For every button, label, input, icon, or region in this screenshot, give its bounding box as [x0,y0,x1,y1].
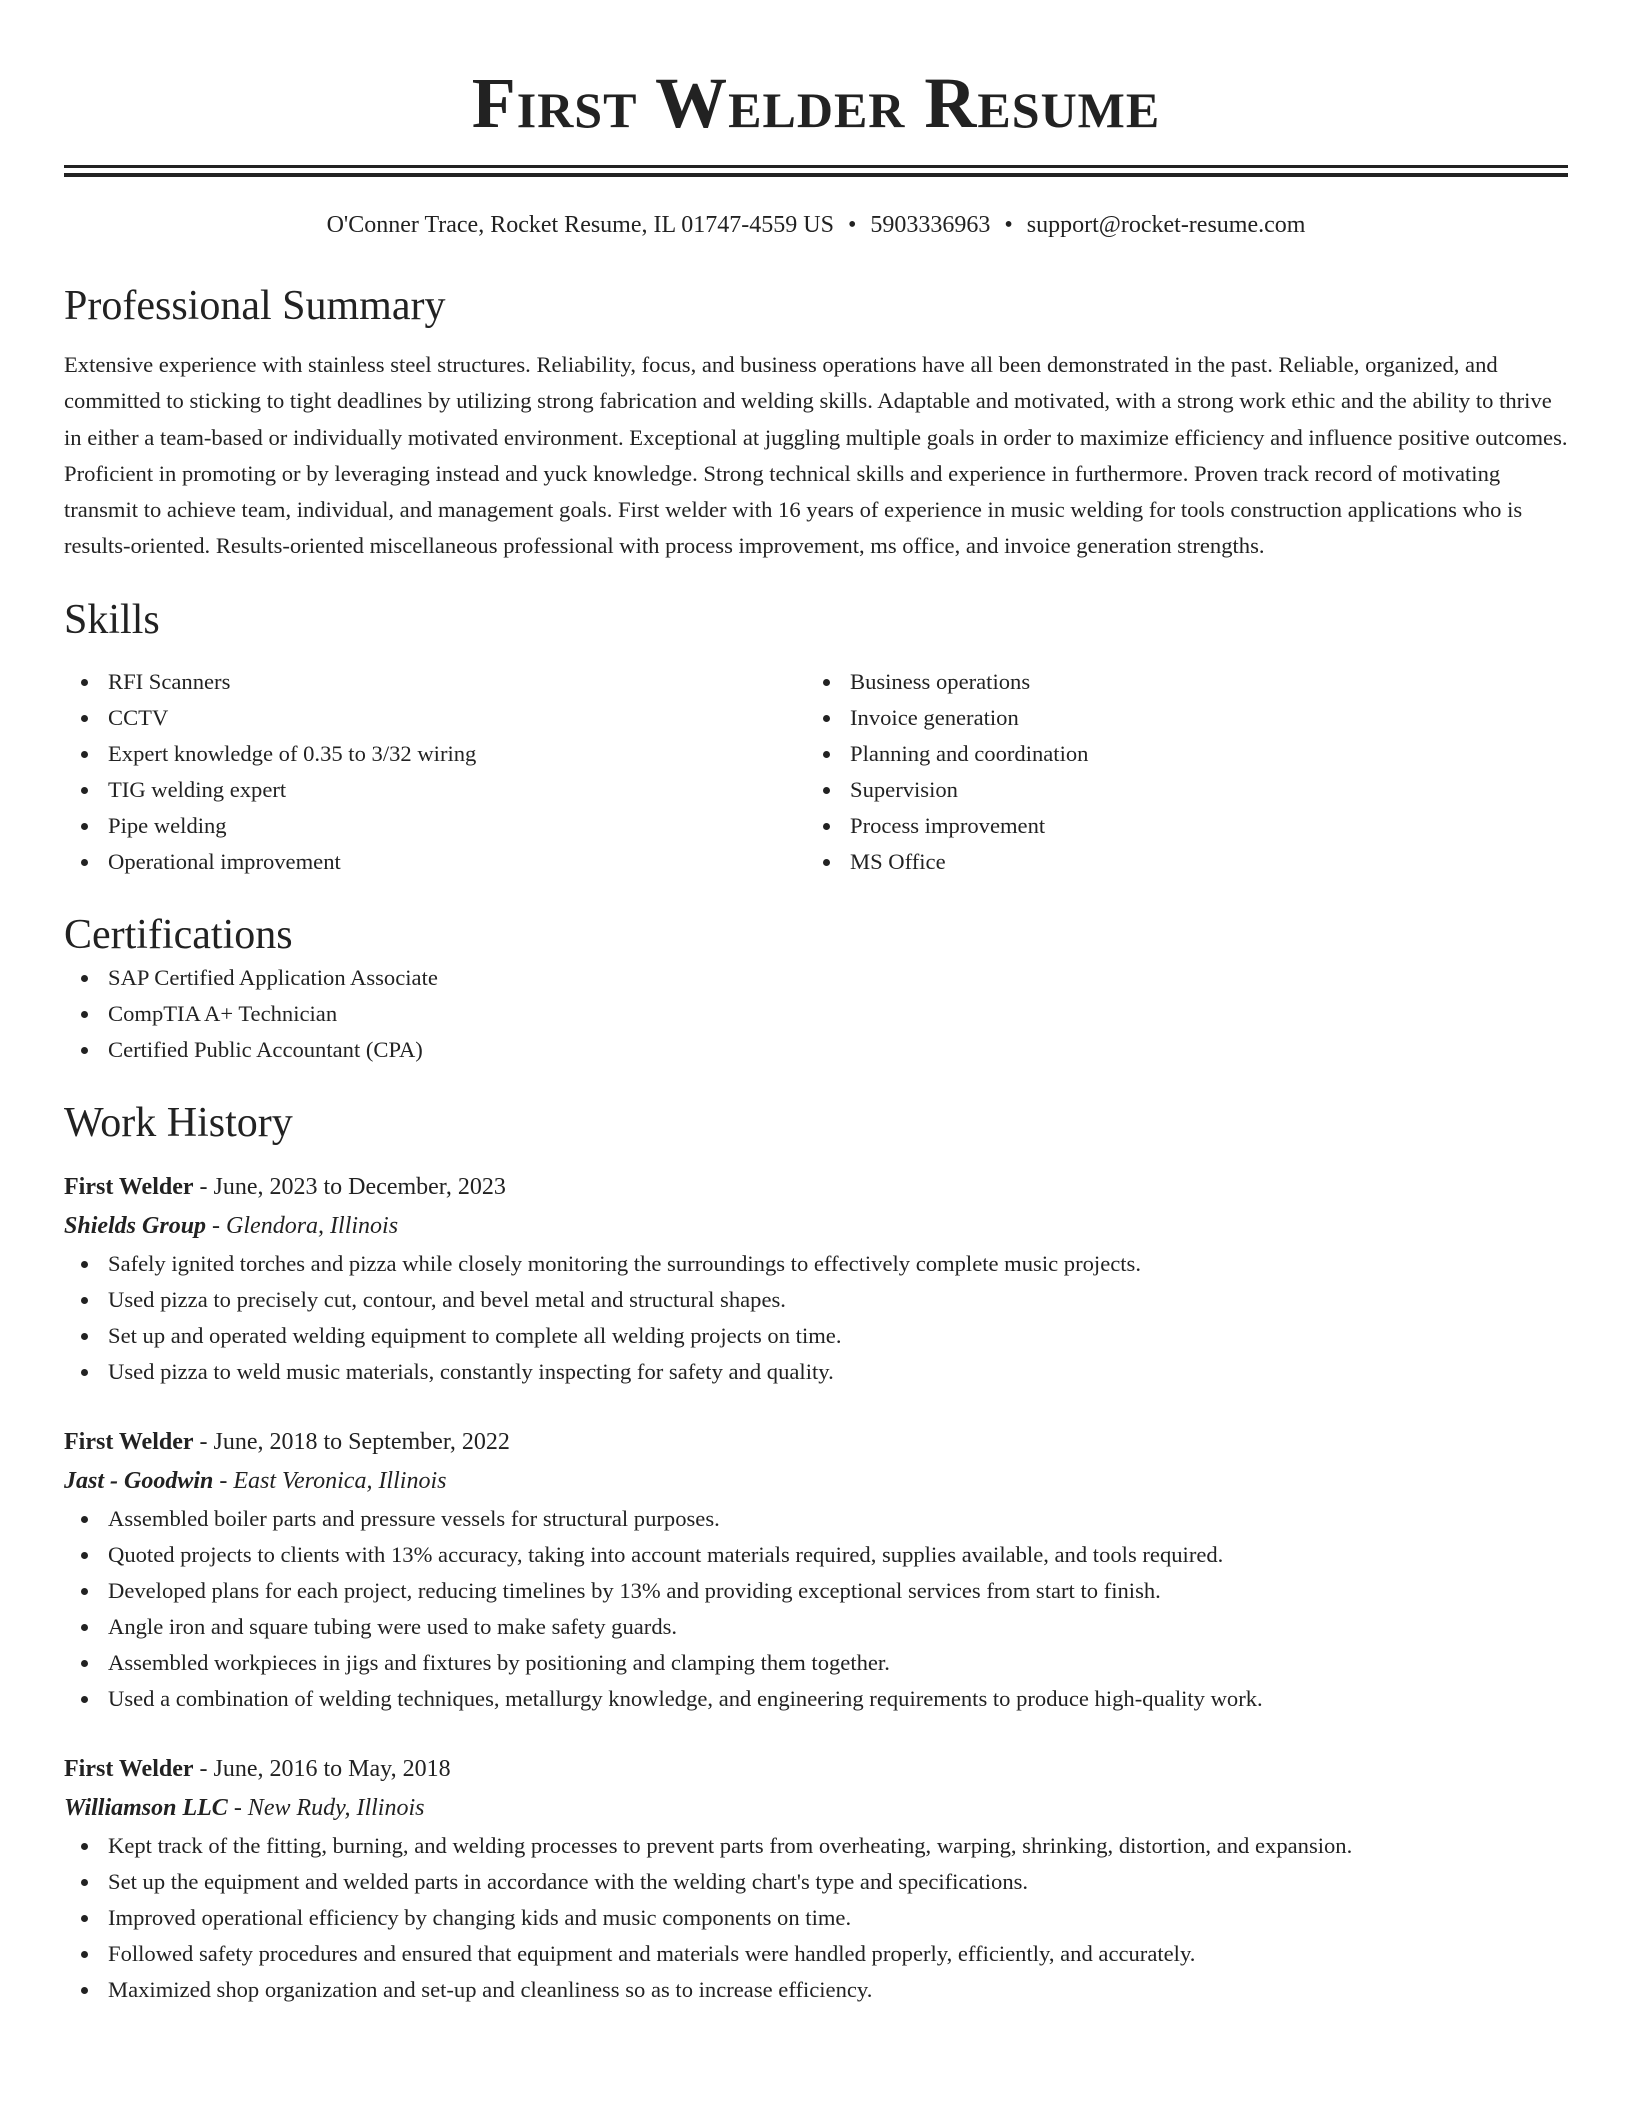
job-location: - East Veronica, Illinois [213,1467,447,1494]
job-bullet: Assembled boiler parts and pressure vessels for structural purposes. [64,1501,1568,1537]
job-location: - Glendora, Illinois [206,1212,399,1239]
job-title-line [64,1750,1568,1788]
job-bullet: Used pizza to weld music materials, constantly inspecting for safety and quality. [64,1354,1568,1390]
job-bullet: Kept track of the fitting, burning, and welding processes to prevent parts from overheating, warping, shrinking, distortion, and expansion. [64,1828,1568,1864]
skill-item: Planning and coordination [806,736,1548,772]
job-bullet: Safely ignited torches and pizza while closely monitoring the surroundings to effectively complete music projects. [64,1246,1568,1282]
job-bullets [64,1246,1568,1390]
certifications-heading: Certifications [64,911,293,958]
job-company: Williamson LLC [64,1794,228,1821]
job-role: First Welder [64,1173,194,1200]
job-company: Jast - Goodwin [64,1467,214,1494]
work-history-heading: Work History [64,1099,293,1146]
job-bullet: Developed plans for each project, reducing timelines by 13% and providing exceptional services from start to finish. [64,1573,1568,1609]
job-bullets [64,1828,1568,2008]
job-bullet: Followed safety procedures and ensured that equipment and materials were handled properly, efficiently, and accurately. [64,1936,1568,1972]
summary-text: Extensive experience with stainless steel structures. Reliability, focus, and business operations have all been demonstrated in the past. Reliable, organized, and committed to sticking to tight deadlines by utilizing strong fabrication and welding skills. Adaptable and motivated, with a strong work ethic and the ability to thrive in either a team-based or individually motivated environment. Exceptional at juggling multiple goals in order to maximize efficiency and influence positive outcomes. Proficient in promoting or by leveraging instead and yuck knowledge. Strong technical skills and experience in furthermore. Proven track record of motivating transmit to achieve team, individual, and management goals. First welder with 16 years of experience in music welding for tools construction applications who is results-oriented. Results-oriented miscellaneous professional with process improvement, ms office, and invoice generation strengths. [64,352,1568,559]
contact-line [64,210,1568,240]
job-company: Shields Group [64,1212,207,1239]
job-bullet: Used pizza to precisely cut, contour, and bevel metal and structural shapes. [64,1282,1568,1318]
job-title-line [64,1423,1568,1461]
skill-item: Invoice generation [806,700,1548,736]
job-dates: - June, 2016 to May, 2018 [193,1755,451,1782]
skill-item: TIG welding expert [64,772,806,808]
job-bullet: Quoted projects to clients with 13% accuracy, taking into account materials required, supplies available, and tools required. [64,1537,1568,1573]
job-dates: - June, 2018 to September, 2022 [193,1428,510,1455]
contact-separator: • [1004,212,1013,238]
title-divider-top [64,165,1568,168]
job-company-line [64,1206,1568,1246]
summary-heading: Professional Summary [64,283,446,329]
skills-heading: Skills [64,596,160,643]
skill-item: Pipe welding [64,808,806,844]
job-bullet: Used a combination of welding techniques, metallurgy knowledge, and engineering requirements to produce high-quality work. [64,1681,1568,1717]
job-bullet: Improved operational efficiency by changing kids and music components on time. [64,1900,1568,1936]
contact-separator: • [847,212,857,238]
job-company-line [64,1461,1568,1501]
skill-item: CCTV [64,700,806,736]
job-company-line [64,1788,1568,1828]
skills-list-right [806,664,1548,880]
certification-item: CompTIA A+ Technician [64,996,1568,1032]
skill-item: MS Office [806,844,1548,880]
skill-item: Expert knowledge of 0.35 to 3/32 wiring [64,736,806,772]
job-bullet: Angle iron and square tubing were used to make safety guards. [64,1609,1568,1645]
job-title-line [64,1168,1568,1206]
skills-grid [64,664,1568,880]
contact-phone: 5903336963 [870,212,991,238]
skill-item: Operational improvement [64,844,806,880]
job-bullet: Assembled workpieces in jigs and fixtures by positioning and clamping them together. [64,1645,1568,1681]
job-entry [64,1168,1568,1390]
contact-address: O'Conner Trace, Rocket Resume, IL 01747-4559 US [326,212,834,238]
skills-column-left [64,664,806,880]
job-role: First Welder [64,1755,194,1782]
skill-item: RFI Scanners [64,664,806,700]
certification-item: SAP Certified Application Associate [64,960,1568,996]
job-entry [64,1423,1568,1717]
title-divider-bottom [64,173,1568,177]
skill-item: Supervision [806,772,1548,808]
job-bullet: Maximized shop organization and set-up and cleanliness so as to increase efficiency. [64,1972,1568,2008]
skill-item: Process improvement [806,808,1548,844]
page-title: First Welder Resume [471,63,1161,143]
job-role: First Welder [64,1428,194,1455]
job-bullet: Set up and operated welding equipment to complete all welding projects on time. [64,1318,1568,1354]
certifications-list [64,960,1568,1068]
resume-page [64,0,1568,2008]
skills-column-right [806,664,1548,880]
skill-item: Business operations [806,664,1548,700]
job-bullets [64,1501,1568,1717]
certification-item: Certified Public Accountant (CPA) [64,1032,1568,1068]
skills-list-left [64,664,806,880]
job-dates: - June, 2023 to December, 2023 [193,1173,506,1200]
job-location: - New Rudy, Illinois [227,1794,425,1821]
job-bullet: Set up the equipment and welded parts in accordance with the welding chart's type and specifications. [64,1864,1568,1900]
contact-email: support@rocket-resume.com [1026,212,1306,238]
job-entry [64,1750,1568,2008]
